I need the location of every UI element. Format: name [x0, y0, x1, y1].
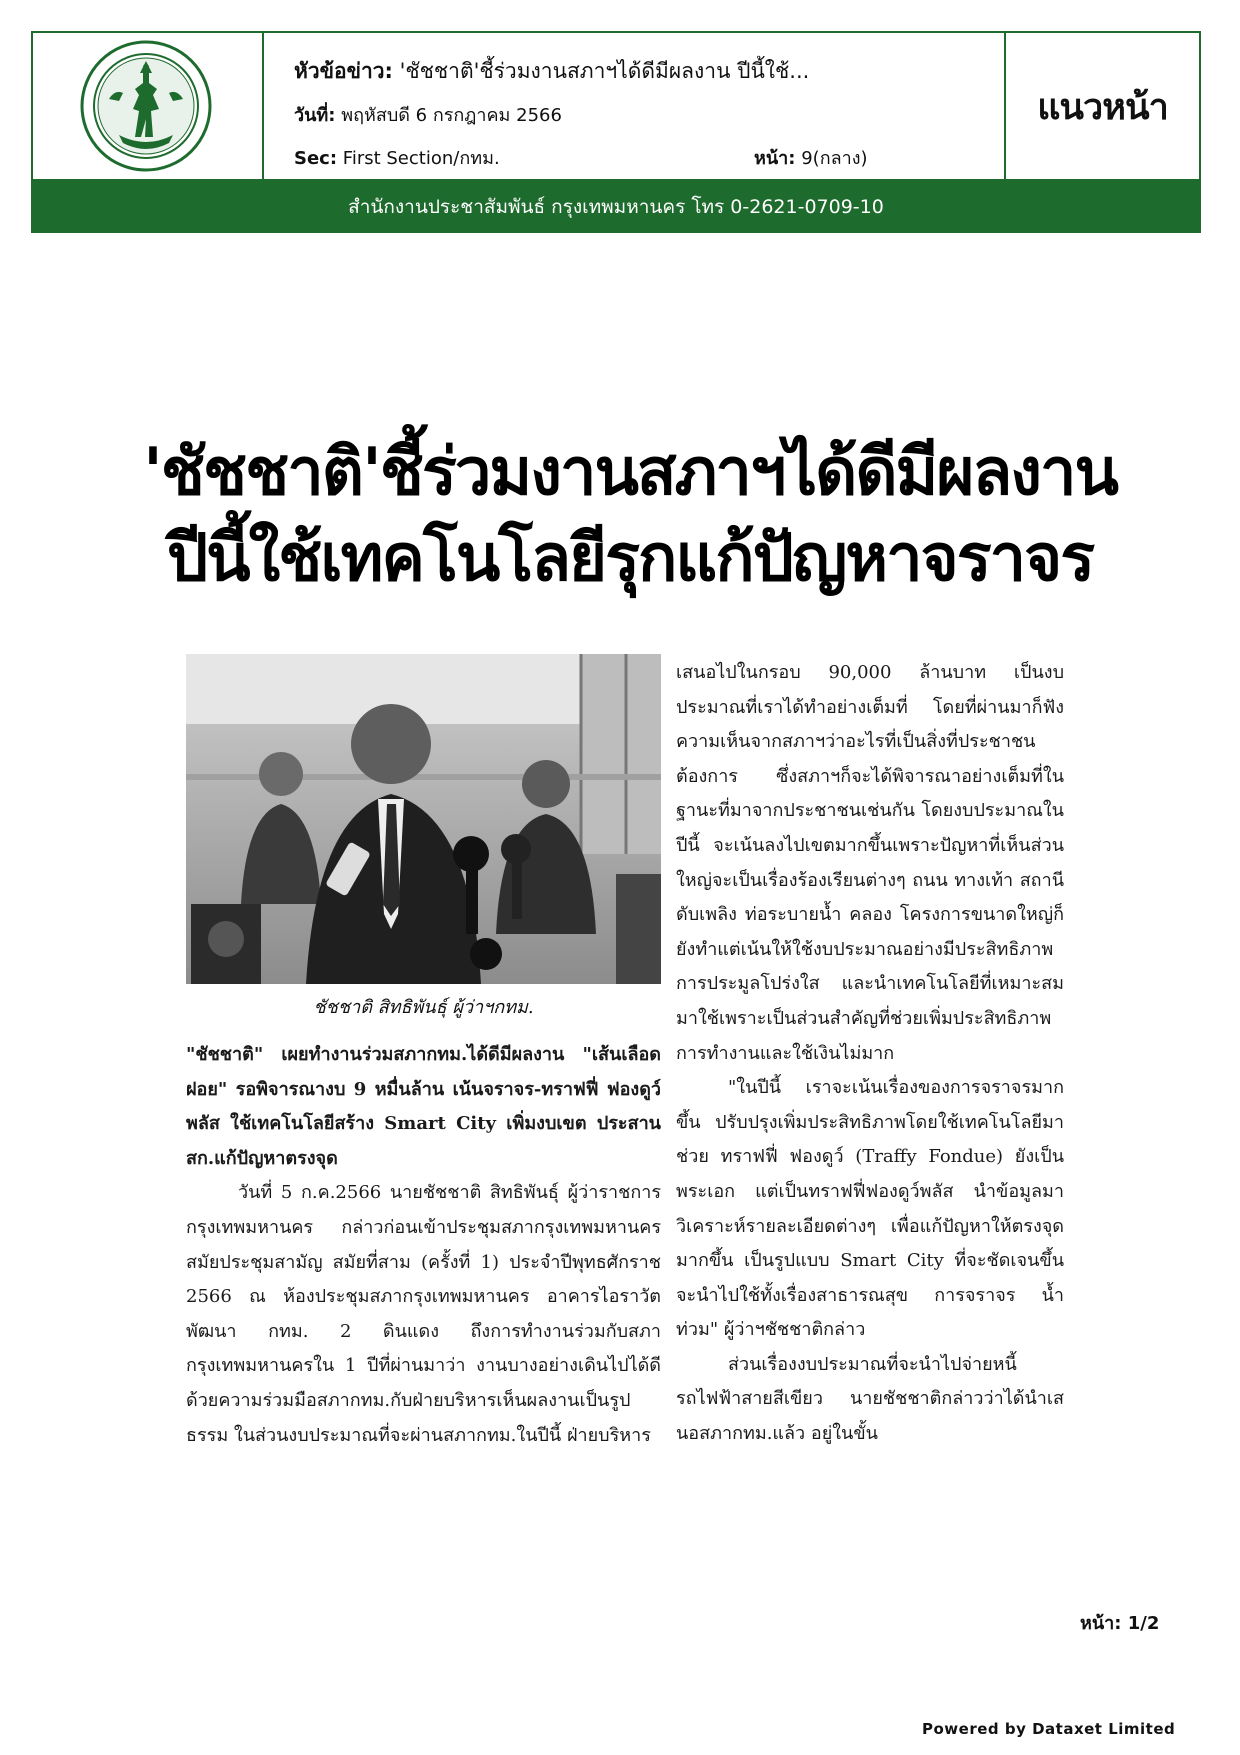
headline-line-2: ปีนี้ใช้เทคโนโลยีรุกแก้ปัญหาจราจร [166, 521, 1094, 596]
clipping-meta [264, 33, 1006, 179]
date-row: วันที่: พฤหัสบดี 6 กรกฎาคม 2566 [294, 105, 562, 126]
article-paragraph-4: ส่วนเรื่องงบประมาณที่จะนำไปจ่ายหนี้รถไฟฟ้าสายสีเขียว นายชัชชาติกล่าวว่าได้นำเสนอสภากทม.แล้ว อยู่ในขั้น [676, 1353, 1064, 1445]
photo-caption: ชัชชาติ สิทธิพันธุ์ ผู้ว่าฯกทม. [313, 997, 534, 1018]
page-number: หน้า: 1/2 [1080, 1613, 1160, 1634]
article-lead: "ชัชชาติ" เผยทำงานร่วมสภากทม.ได้ดีมีผลงาน "เส้นเลือดฝอย" รอพิจารณางบ 9 หมื่นล้าน เน้นจราจร-ทราฟฟี่ ฟองดูว์พลัส ใช้เทคโนโลยีสร้าง Smart City เพิ่มงบเขต ประสาน สก.แก้ปัญหาตรงจุด [186, 1044, 661, 1169]
bangkok-seal-icon [79, 39, 213, 173]
article-headline [85, 430, 1175, 602]
article-column-left [186, 1038, 661, 1453]
page-ref: หน้า: 9(กลาง) [754, 148, 868, 169]
newspaper-name: แนวหน้า [1037, 86, 1168, 128]
article-photo [186, 654, 661, 984]
pr-office-band: สำนักงานประชาสัมพันธ์ กรุงเทพมหานคร โทร 0-2621-0709-10 [31, 181, 1201, 233]
article-column-right [676, 656, 1064, 1452]
article-paragraph-2: เสนอไปในกรอบ 90,000 ล้านบาท เป็นงบประมาณที่เราได้ทำอย่างเต็มที่ โดยที่ผ่านมาก็ฟังความเห็นจากสภาฯว่าอะไรที่เป็นสิ่งที่ประชาชนต้องการ ซึ่งสภาฯก็จะได้พิจารณาอย่างเต็มที่ในฐานะที่มาจากประชาชนเช่นกัน โดยงบประมาณในปีนี้ จะเน้นลงไปเขตมากขึ้นเพราะปัญหาที่เห็นส่วนใหญ่จะเป็นเรื่องร้องเรียนต่างๆ ถนน ทางเท้า สถานีดับเพลิง ท่อระบายน้ำ คลอง โครงการขนาดใหญ่ก็ยังทำแต่เน้นให้ใช้งบประมาณอย่างมีประสิทธิภาพ การประมูลโปร่งใส และนำเทคโนโลยีที่เหมาะสมมาใช้เพราะเป็นส่วนสำคัญที่ช่วยเพิ่มประสิทธิภาพการทำงานและใช้เงินไม่มาก [676, 662, 1064, 1064]
logo-cell [33, 33, 264, 179]
clipping-header [31, 31, 1201, 181]
headline-line-1: 'ชัชชาติ'ชี้ร่วมงานสภาฯได้ดีมีผลงาน [143, 435, 1117, 510]
article-paragraph-3: "ในปีนี้ เราจะเน้นเรื่องของการจราจรมากขึ้น ปรับปรุงเพิ่มประสิทธิภาพโดยใช้เทคโนโลยีมาช่วย ทราฟฟี่ ฟองดูว์ (Traffy Fondue) ยังเป็นพระเอก แต่เป็นทราฟฟี่ฟองดูว์พลัส นำข้อมูลมาวิเคราะห์รายละเอียดต่างๆ เพื่อแก้ปัญหาให้ตรงจุดมากขึ้น เป็นรูปแบบ Smart City ที่จะชัดเจนขึ้น จะนำไปใช้ทั้งเรื่องสาธารณสุข การจราจร น้ำท่วม" ผู้ว่าฯชัชชาติกล่าว [676, 1077, 1064, 1341]
section-row: Sec: First Section/กทม. [294, 148, 500, 169]
powered-by: Powered by Dataxet Limited [922, 1720, 1176, 1738]
article-paragraph-1: วันที่ 5 ก.ค.2566 นายชัชชาติ สิทธิพันธุ์ ผู้ว่าราชการกรุงเทพมหานคร กล่าวก่อนเข้าประชุมสภากรุงเทพมหานคร สมัยประชุมสามัญ สมัยที่สาม (ครั้งที่ 1) ประจำปีพุทธศักราช 2566 ณ ห้องประชุมสภากรุงเทพมหานคร อาคารไอราวัตพัฒนา กทม. 2 ดินแดง ถึงการทำงานร่วมกับสภากรุงเทพมหานครใน 1 ปีที่ผ่านมาว่า งานบางอย่างเดินไปได้ดีด้วยความร่วมมือสภากทม.กับฝ่ายบริหารเห็นผลงานเป็นรูปธรรม ในส่วนงบประมาณที่จะผ่านสภากทม.ในปีนี้ ฝ่ายบริหาร [186, 1182, 661, 1446]
headline-row: หัวข้อข่าว: 'ชัชชาติ'ชี้ร่วมงานสภาฯได้ดีมีผลงาน ปีนี้ใช้... [294, 59, 810, 83]
